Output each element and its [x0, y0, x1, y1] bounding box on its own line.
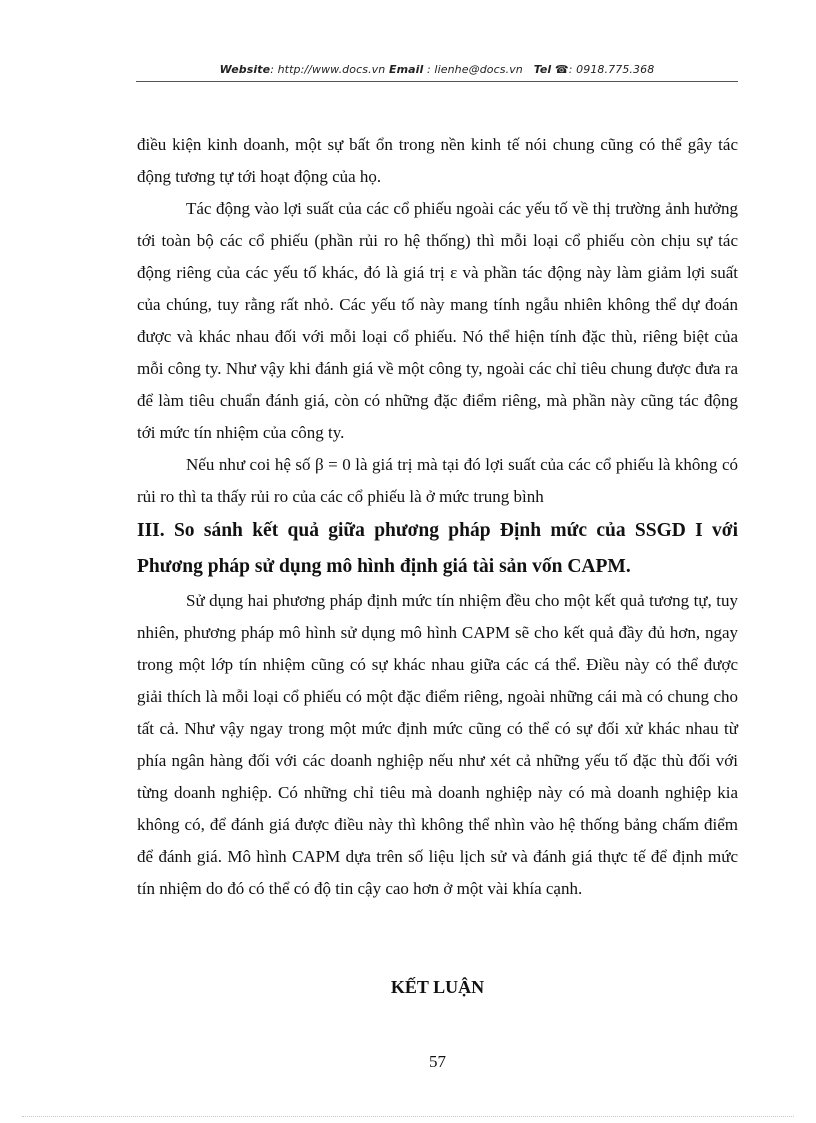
paragraph-3: Nếu như coi hệ số β = 0 là giá trị mà tại đó lợi suất của các cổ phiếu là không có rủi ro thì ta thấy rủi ro của các cổ phiếu là ở mức trung bình: [137, 455, 738, 506]
section-heading: III. So sánh kết quả giữa phương pháp Định mức của SSGD I với Phương pháp sử dụng mô hình định giá tài sản vốn CAPM.: [137, 520, 738, 577]
email-label: Email: [388, 63, 424, 76]
phone-icon: ☎: [554, 63, 569, 76]
footer-divider: [22, 1116, 794, 1117]
header-divider: [136, 81, 738, 82]
page-header: [136, 63, 738, 76]
email-address[interactable]: lienhe@docs.vn: [434, 63, 523, 76]
tel-label: Tel: [533, 63, 552, 76]
paragraph-1: điều kiện kinh doanh, một sự bất ổn trong nền kinh tế nói chung cũng có thể gây tác động tương tự tới hoạt động của họ.: [137, 135, 738, 186]
email-separator: :: [423, 63, 435, 76]
page-number: 57: [429, 1052, 446, 1071]
document-body: [137, 129, 738, 905]
website-label: Website: [219, 63, 271, 76]
paragraph-2: Tác động vào lợi suất của các cổ phiếu ngoài các yếu tố về thị trường ảnh hưởng tới toàn bộ các cổ phiếu (phần rủi ro hệ thống) thì mỗi loại cổ phiếu còn chịu sự tác động riêng của các yếu tố khác, đó là giá trị ε và phần tác động này làm giảm lợi suất của chúng, tuy rằng rất nhỏ. Các yếu tố này mang tính ngẫu nhiên không thể dự đoán được và khác nhau đối với mỗi loại cổ phiếu. Nó thể hiện tính đặc thù, riêng biệt của mỗi công ty. Như vậy khi đánh giá về một công ty, ngoài các chỉ tiêu chung được đưa ra để làm tiêu chuẩn đánh giá, còn có những đặc điểm riêng, mà phần này cũng tác động tới mức tín nhiệm của công ty.: [137, 199, 738, 442]
website-separator: :: [270, 63, 278, 76]
conclusion-title: KẾT LUẬN: [390, 977, 485, 997]
tel-number: : 0918.775.368: [568, 63, 655, 76]
paragraph-4: Sử dụng hai phương pháp định mức tín nhiệm đều cho một kết quả tương tự, tuy nhiên, phương pháp mô hình sử dụng mô hình CAPM sẽ cho kết quả đầy đủ hơn, ngay trong một lớp tín nhiệm cũng có sự khác nhau giữa các cá thể. Điều này có thể được giải thích là mỗi loại cổ phiếu có một đặc điểm riêng, ngoài những cái mà có chung cho tất cả. Như vậy ngay trong một mức định mức cũng có thể có sự đối xử khác nhau từ phía ngân hàng đối với các doanh nghiệp nếu như xét cả những yếu tố đặc thù đối với từng doanh nghiệp. Có những chỉ tiêu mà doanh nghiệp này có mà doanh nghiệp kia không có, để đánh giá được điều này thì không thể nhìn vào hệ thống bảng chấm điểm để đánh giá. Mô hình CAPM dựa trên số liệu lịch sử và đánh giá thực tế để định mức tín nhiệm do đó có thể có độ tin cậy cao hơn ở một vài khía cạnh.: [137, 591, 738, 898]
website-url[interactable]: http://www.docs.vn: [277, 63, 386, 76]
